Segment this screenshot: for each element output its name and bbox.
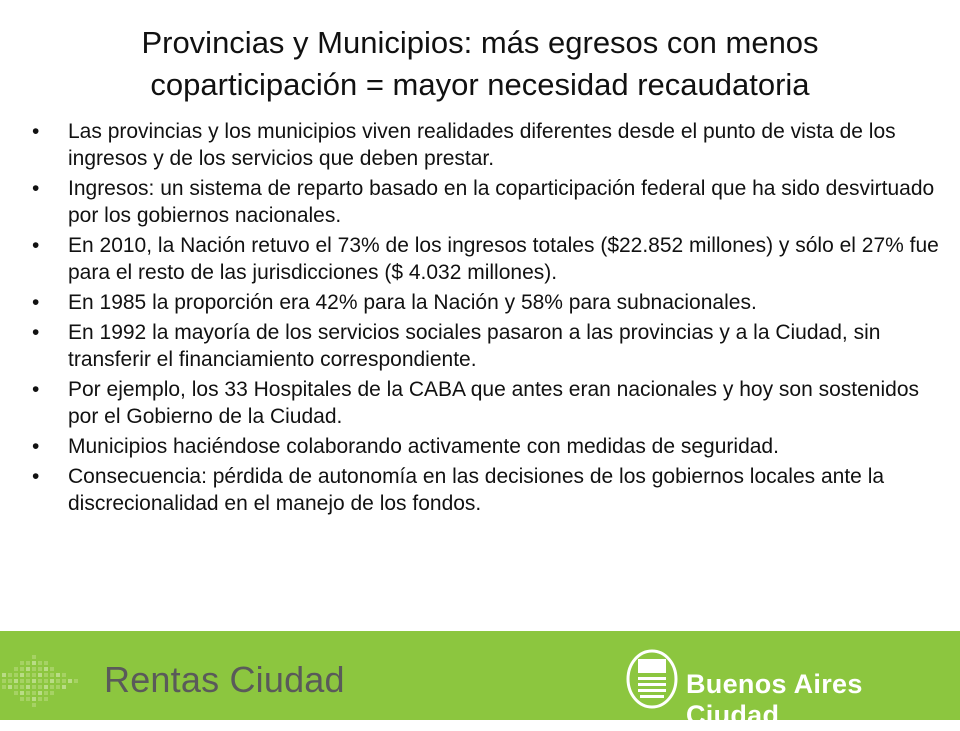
bullet-text: En 1992 la mayoría de los servicios sociales pasaron a las provincias y a la Ciudad, sin transferir el financiamiento correspondiente. [68,321,881,371]
bullet-dot-icon: • [32,120,40,143]
slide-title [40,22,920,106]
slide-title-line-2: coparticipación = mayor necesidad recaudatoria [150,67,810,102]
bullet-dot-icon: • [32,378,40,401]
dotted-diamond-icon [0,653,82,709]
bullet-text: Ingresos: un sistema de reparto basado en la coparticipación federal que ha sido desvirtuado por los gobiernos nacionales. [68,177,935,227]
bullet-item [30,463,945,517]
bullet-dot-icon: • [32,465,40,488]
bullet-dot-icon: • [32,177,40,200]
bullet-item [30,175,945,229]
bullet-text: En 2010, la Nación retuvo el 73% de los ingresos totales ($22.852 millones) y sólo el 27% fue para el resto de las jurisdicciones ($ 4.032 millones). [68,234,939,284]
bullet-item [30,319,945,373]
bullet-text: Municipios haciéndose colaborando activamente con medidas de seguridad. [68,435,779,458]
buenos-aires-ciudad-logo-text: Buenos Aires Ciudad [686,669,863,730]
bullet-dot-icon: • [32,321,40,344]
bullet-dot-icon: • [32,291,40,314]
bullet-item [30,118,945,172]
bullet-item [30,289,945,316]
bullet-text: Por ejemplo, los 33 Hospitales de la CABA que antes eran nacionales y hoy son sostenidos por el Gobierno de la Ciudad. [68,378,920,428]
rentas-ciudad-logo-text: Rentas Ciudad [104,659,345,700]
bullet-item [30,433,945,460]
slide-title-line-1: Provincias y Municipios: más egresos con menos [141,25,819,60]
bullet-item [30,232,945,286]
bullet-dot-icon: • [32,234,40,257]
footer-bar [0,631,960,730]
bullet-text: En 1985 la proporción era 42% para la Nación y 58% para subnacionales. [68,291,757,314]
bullet-text: Consecuencia: pérdida de autonomía en las decisiones de los gobiernos locales ante la discrecionalidad en el manejo de los fondos. [68,465,885,515]
bullet-text: Las provincias y los municipios viven realidades diferentes desde el punto de vista de los ingresos y de los servicios que deben prestar. [68,120,896,170]
bullet-dot-icon: • [32,435,40,458]
bullet-item [30,376,945,430]
buenos-aires-emblem-icon [626,649,678,709]
bullet-list [30,118,945,520]
